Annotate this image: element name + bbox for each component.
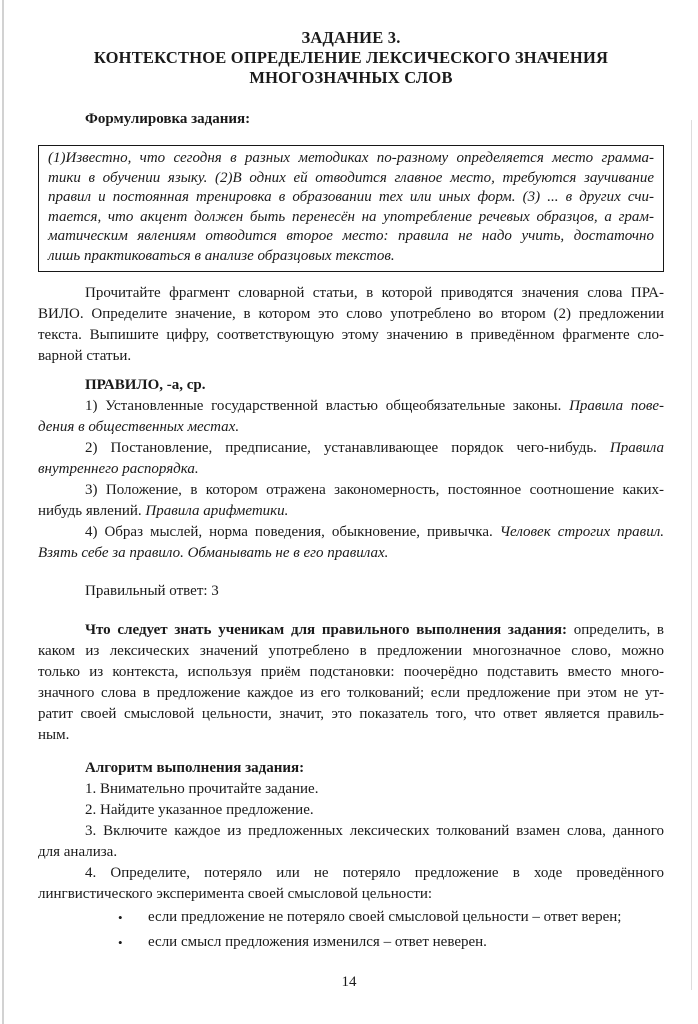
text-line: лингвистического эксперимента своей смысловой цельности: (38, 886, 433, 902)
formulation-heading: Формулировка задания: (85, 111, 251, 127)
text-line: лишь практиковаться в анализе образцовых текстов. (48, 247, 395, 264)
text-line: 2) Постановление, предписание, устанавливающее порядок чего-нибудь. Правила (85, 440, 664, 456)
text-line: тается, что акцент должен быть перенесён на употребление речевых образцов, а грам- (48, 208, 654, 225)
algorithm-heading: Алгоритм выполнения задания: (85, 760, 305, 776)
text-line: варной статьи. (38, 348, 132, 364)
scan-artifact-left-edge (2, 0, 4, 1024)
correct-answer: Правильный ответ: 3 (85, 583, 219, 599)
title-line-3: МНОГОЗНАЧНЫХ СЛОВ (249, 68, 453, 87)
scan-artifact-right-edge (691, 120, 692, 990)
bullet-item (118, 932, 664, 953)
algorithm-steps (38, 779, 664, 905)
bullet-text: если смысл предложения изменился – ответ неверен. (148, 934, 487, 950)
text-line: 1. Внимательно прочитайте задание. (85, 781, 319, 797)
text-line: Прочитайте фрагмент словарной статьи, в которой приводятся значения слова ПРА- (85, 285, 664, 301)
text-line: 3) Положение, в котором отражена закономерность, постоянное соотношение каких- (85, 482, 664, 498)
text-line: 4. Определите, потеряло или не потеряло предложение в ходе проведённого (85, 865, 664, 881)
text-line: правил и постоянная тренировка в образовании тех или иных форм. (3) ... в других счи- (48, 189, 654, 205)
text-line: для анализа. (38, 844, 118, 860)
text-line: ратит своей смысловой цельности, значит, это показатель того, что ответ является правиль- (38, 706, 664, 722)
text-line: значного слова в предложение каждое из его толкований; если предложение при этом не ут- (38, 685, 664, 701)
text-line: текста. Выпишите цифру, соответствующую этому значению в приведённом фрагменте сло- (38, 327, 664, 343)
text-line: 2. Найдите указанное предложение. (85, 802, 314, 818)
text-line: каком из лексических значений употреблено в предложении многозначное слово, можно (38, 643, 664, 659)
title-line-1: ЗАДАНИЕ 3. (301, 28, 401, 47)
text-line: Взять себе за правило. Обманывать не в его правилах. (38, 545, 389, 561)
text-line: дения в общественных местах. (38, 419, 240, 435)
page-title (38, 28, 664, 88)
bullet-item (118, 907, 664, 928)
text-line: 3. Включите каждое из предложенных лексических толкований взамен слова, данного (85, 823, 664, 839)
text-line: ВИЛО. Определите значение, в котором это слово употреблено во втором (2) предложении (38, 306, 664, 322)
text-line: 1) Установленные государственной властью общеобязательные законы. Правила пове- (85, 398, 664, 414)
page-number: 14 (341, 974, 357, 990)
text-line: (1)Известно, что сегодня в разных методиках по-разному определяется место грамма- (48, 150, 654, 166)
text-line: только из контекста, используя приём подстановки: поочерёдно подставить вместо много- (38, 664, 664, 680)
title-line-2: КОНТЕКСТНОЕ ОПРЕДЕЛЕНИЕ ЛЕКСИЧЕСКОГО ЗНАЧЕНИЯ (93, 48, 609, 67)
bullet-icon: • (118, 935, 123, 950)
text-line: внутреннего распорядка. (38, 461, 199, 477)
text-line: ным. (38, 727, 70, 743)
guidance-paragraph (38, 620, 664, 746)
bullet-list (38, 907, 664, 953)
task-quote-box (38, 145, 664, 272)
text-line: матическим явлениям отводится второе место: правила не надо учить, достаточно (48, 228, 654, 244)
intro-paragraph (38, 283, 664, 367)
text-line: 4) Образ мыслей, норма поведения, обыкновение, привычка. Человек строгих правил. (85, 524, 664, 540)
bullet-icon: • (118, 910, 123, 925)
dictionary-entry (38, 375, 664, 564)
bullet-text: если предложение не потеряло своей смысловой цельности – ответ верен; (148, 909, 622, 925)
text-line: нибудь явлений. Правила арифметики. (38, 503, 289, 519)
text-line: Что следует знать ученикам для правильного выполнения задания: определить, в (85, 622, 664, 638)
text-line: ПРАВИЛО, -а, ср. (85, 377, 206, 393)
text-line: тики в обучении языку. (2)В одних ей отводится главное место, требуются заучивание (48, 169, 654, 186)
